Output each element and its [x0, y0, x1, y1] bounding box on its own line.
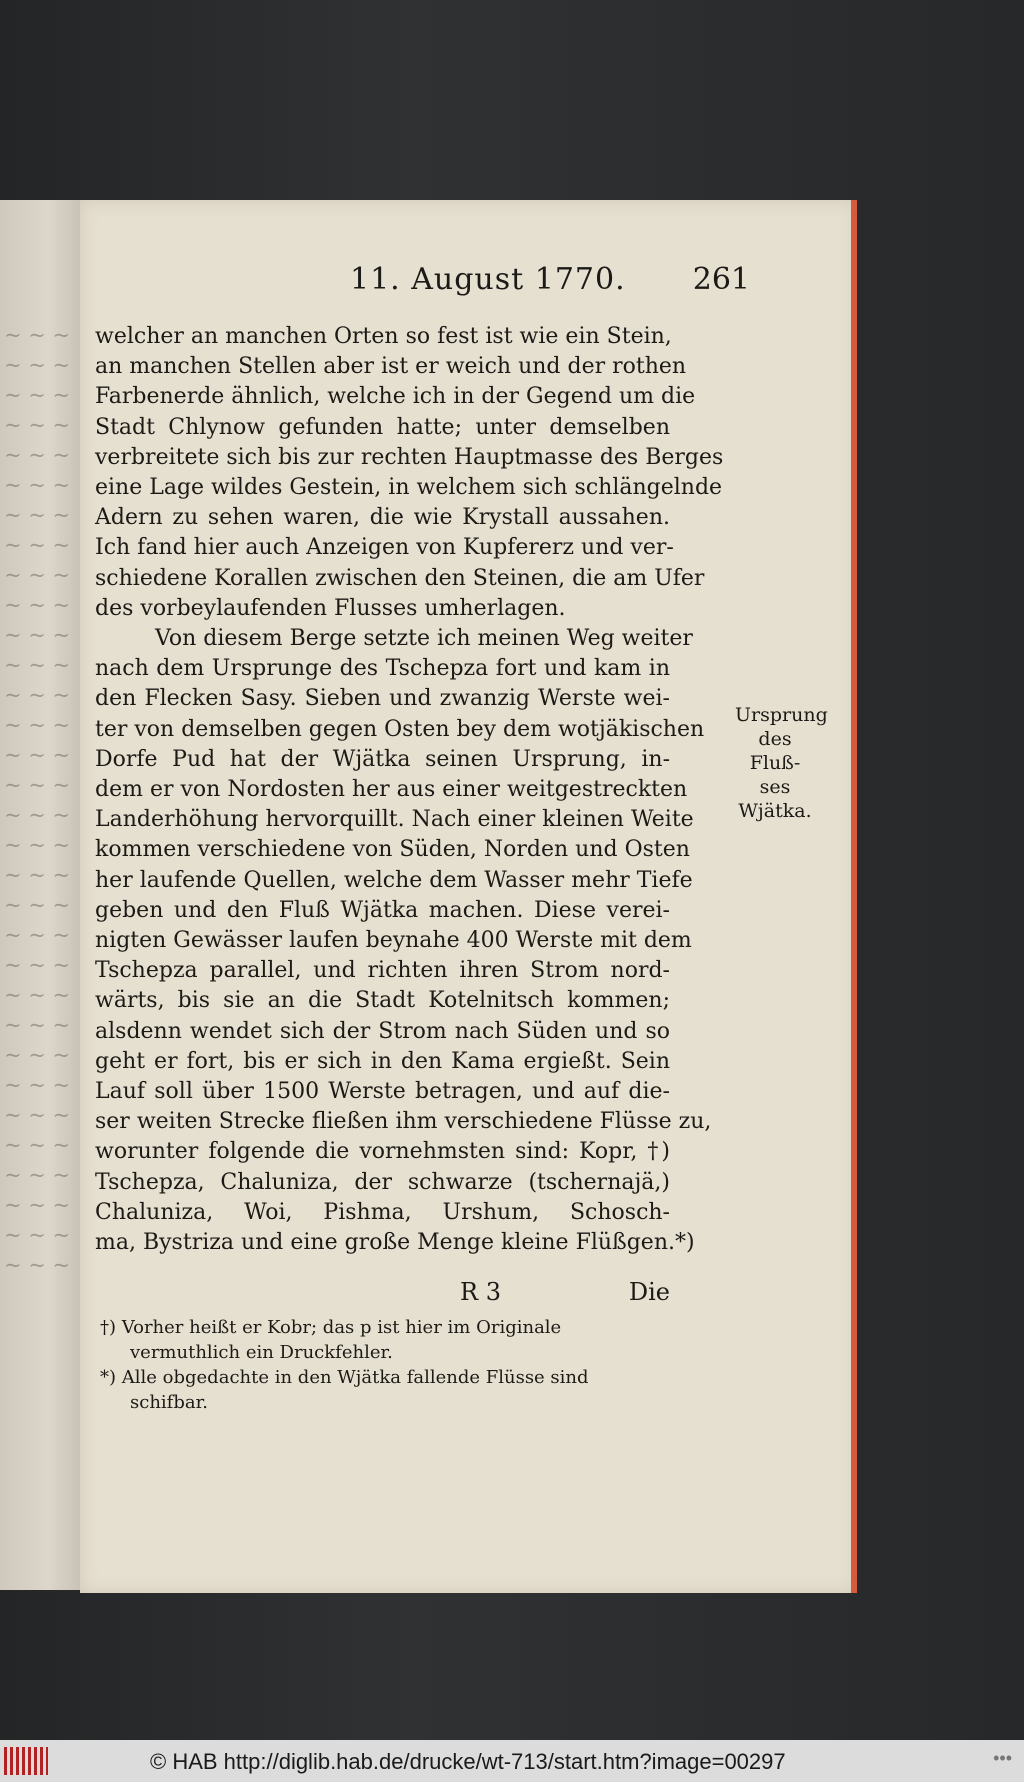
footnotes: [100, 1315, 670, 1415]
margin-note-line: Ursprung: [735, 704, 828, 726]
footnote-continuation: schifbar.: [130, 1392, 208, 1413]
text-line: geben und den Fluß Wjätka machen. Diese verei-: [95, 897, 670, 923]
text-line: wärts, bis sie an die Stadt Kotelnitsch kommen;: [95, 988, 670, 1014]
text-line: an manchen Stellen aber ist er weich und der rothen: [95, 354, 687, 380]
copyright-link[interactable]: © HAB http://diglib.hab.de/drucke/wt-713/start.htm?image=00297: [150, 1749, 786, 1774]
text-line: Adern zu sehen waren, die wie Krystall aussahen.: [95, 505, 670, 531]
page-number: 261: [692, 262, 750, 297]
catchword: Die: [628, 1278, 670, 1306]
footnote-continuation: vermuthlich ein Druckfehler.: [130, 1342, 393, 1363]
text-line: dem er von Nordosten her aus einer weitgestreckten: [95, 777, 688, 803]
text-line: eine Lage wildes Gestein, in welchem sich schlängelnde: [95, 475, 723, 501]
footnote-text: Alle obgedachte in den Wjätka fallende Flüsse sind: [121, 1367, 589, 1388]
margin-note-line: des Fluß-: [749, 728, 801, 774]
hab-logo-icon: [4, 1747, 48, 1775]
text-line: den Flecken Sasy. Sieben und zwanzig Werste wei-: [95, 686, 670, 712]
text-line: worunter folgende die vornehmsten sind: Kopr, †): [95, 1139, 670, 1165]
text-line: Tschepza parallel, und richten ihren Strom nord-: [95, 958, 670, 984]
text-line: Chaluniza, Woi, Pishma, Urshum, Schosch-: [95, 1199, 670, 1225]
text-line: Lauf soll über 1500 Werste betragen, und auf die-: [95, 1079, 670, 1105]
text-line: Farbenerde ähnlich, welche ich in der Gegend um die: [95, 384, 696, 410]
margin-note: [735, 703, 828, 823]
body-text: [95, 322, 724, 1258]
text-line: nigten Gewässer laufen beynahe 400 Werste mit dem: [95, 928, 692, 954]
text-line: her laufende Quellen, welche dem Wasser mehr Tiefe: [95, 867, 693, 893]
footnote: [100, 1365, 670, 1415]
text-line: verbreitete sich bis zur rechten Hauptmasse des Berges: [95, 444, 724, 470]
signature-mark: R 3: [460, 1278, 501, 1306]
text-line: Tschepza, Chaluniza, der schwarze (tschernajä,): [95, 1169, 670, 1195]
facing-page-edge: [0, 200, 80, 1590]
text-line: welcher an manchen Orten so fest ist wie ein Stein,: [95, 324, 672, 349]
margin-note-line: ses: [759, 776, 791, 798]
text-line: schiedene Korallen zwischen den Steinen, die am Ufer: [95, 565, 705, 591]
book-page: [80, 200, 857, 1593]
text-line: nach dem Ursprunge des Tschepza fort und kam in: [95, 656, 670, 682]
text-line: alsdenn wendet sich der Strom nach Süden und so: [95, 1018, 670, 1044]
footnote: [100, 1315, 670, 1365]
footnote-mark: *): [100, 1367, 117, 1388]
text-line: kommen verschiedene von Süden, Norden und Osten: [95, 837, 690, 863]
text-line: Von diesem Berge setzte ich meinen Weg weiter: [155, 626, 693, 652]
footnote-text: Vorher heißt er Kobr; das p ist hier im Originale: [121, 1317, 562, 1338]
text-line: ma, Bystriza und eine große Menge kleine Flüßgen.*): [95, 1230, 695, 1256]
facing-page-bleedthrough: ~ ~ ~ ~ ~ ~ ~ ~ ~ ~ ~ ~ ~ ~ ~ ~ ~ ~ ~ ~ ~ ~ ~ ~ ~ ~ ~ ~ ~ ~ ~ ~ ~ ~ ~ ~ ~ ~ ~ ~ ~ ~ ~ ~ ~ ~ ~ ~ ~ ~ ~ ~ ~ ~ ~ ~ ~ ~ ~ ~ ~ ~ ~ ~ ~ ~ ~ ~ ~ ~ ~ ~ ~ ~ ~ ~ ~ ~ ~ ~ ~ ~ ~ ~ ~ ~ ~ ~ ~ ~ ~ ~ ~ ~ ~ ~: [4, 323, 71, 1277]
viewer-footer: [0, 1740, 1024, 1782]
text-line: ser weiten Strecke fließen ihm verschiedene Flüsse zu,: [95, 1109, 712, 1135]
text-line: ter von demselben gegen Osten bey dem wotjäkischen: [95, 716, 705, 742]
margin-note-line: Wjätka.: [738, 800, 812, 822]
text-line: geht er fort, bis er sich in den Kama ergießt. Sein: [95, 1048, 670, 1074]
footnote-mark: †): [100, 1317, 117, 1338]
more-icon[interactable]: •••: [993, 1748, 1012, 1768]
text-line: Dorfe Pud hat der Wjätka seinen Ursprung, in-: [95, 746, 670, 772]
text-line: des vorbeylaufenden Flusses umherlagen.: [95, 595, 566, 621]
text-line: Landerhöhung hervorquillt. Nach einer kleinen Weite: [95, 807, 694, 833]
text-line: Ich fand hier auch Anzeigen von Kupfererz und ver-: [95, 535, 674, 561]
text-line: Stadt Chlynow gefunden hatte; unter demselben: [95, 414, 670, 440]
running-head: 11. August 1770.: [350, 262, 626, 297]
